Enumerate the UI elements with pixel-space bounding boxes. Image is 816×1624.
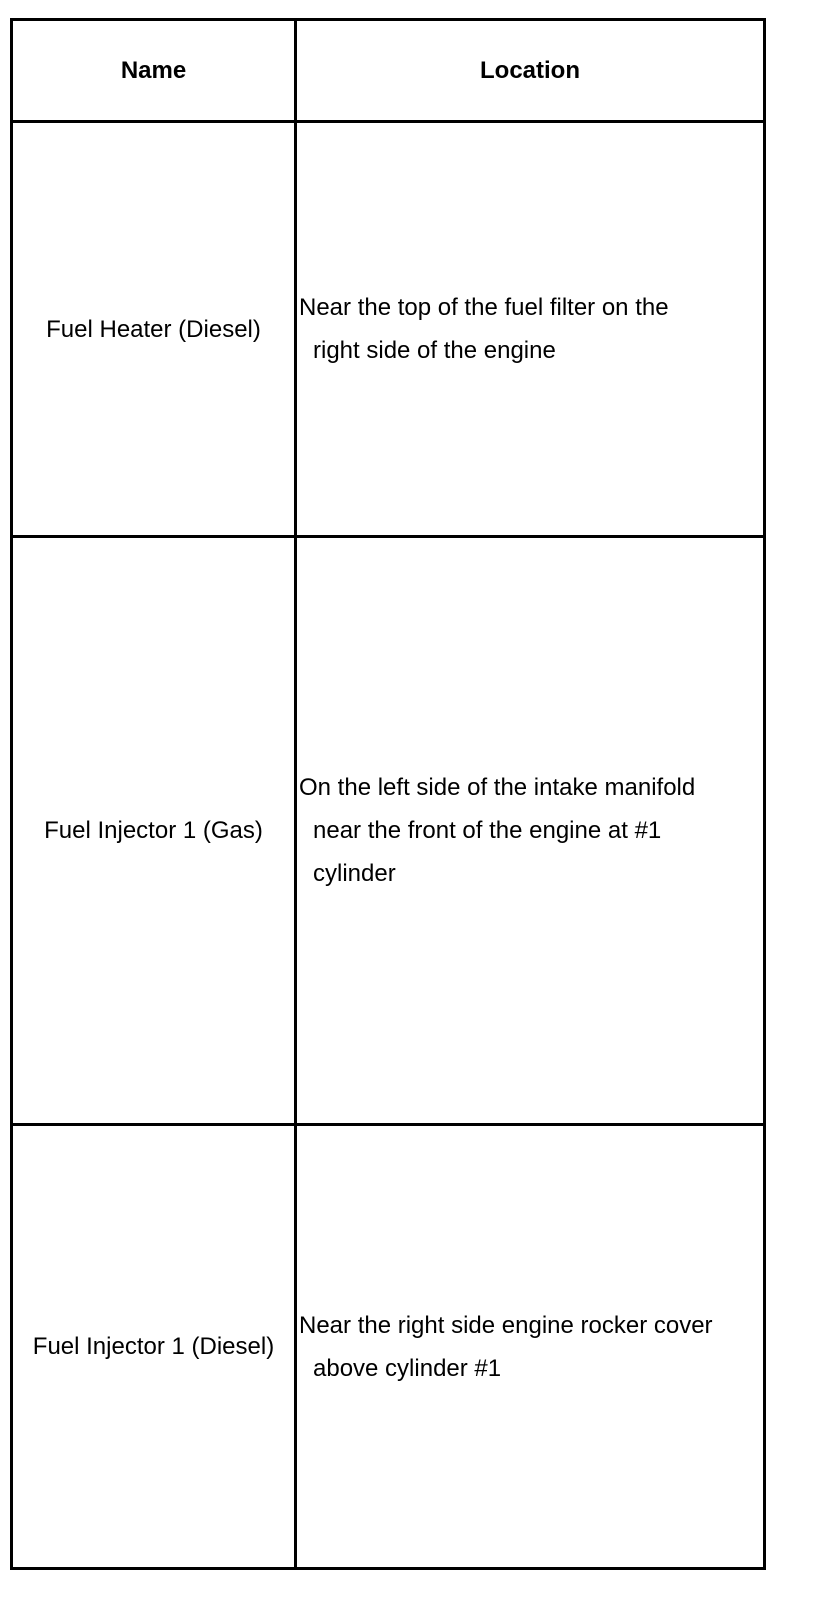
location-line: On the left side of the intake manifold [299,774,696,801]
table-row [13,123,763,538]
location-line: near the front of the engine at #1 [313,817,662,844]
component-name: Fuel Heater (Diesel) [46,315,261,343]
component-location [297,286,673,372]
header-location [297,21,763,120]
name-cell [13,123,297,535]
location-line: Near the right side engine rocker cover [299,1311,713,1339]
header-name-label: Name [120,56,187,84]
table-header-row [13,21,763,123]
name-cell [13,538,297,1123]
location-line: cylinder [313,860,396,887]
component-location [297,766,699,895]
header-location-label: Location [480,56,580,84]
location-cell [297,123,763,535]
location-cell [297,1126,763,1567]
component-name: Fuel Injector 1 (Diesel) [32,1333,275,1360]
location-line: above cylinder #1 [313,1354,502,1382]
table-row [13,538,763,1126]
location-cell [297,538,763,1123]
component-name: Fuel Injector 1 (Gas) [44,817,263,844]
table-row [13,1126,763,1567]
component-location [297,1304,717,1390]
header-name [13,21,297,120]
location-line: Near the top of the fuel filter on the [299,294,669,321]
location-line: right side of the engine [313,337,556,364]
name-cell [13,1126,297,1567]
component-location-table [10,18,766,1570]
